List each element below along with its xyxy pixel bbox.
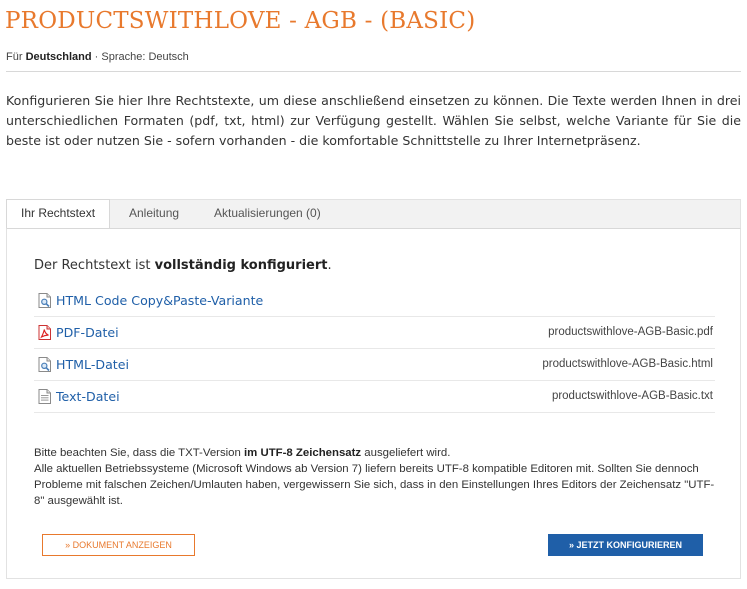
tab-aktualisierungen[interactable]: Aktualisierungen (0) [214, 206, 321, 220]
text-doc-icon [38, 389, 52, 404]
tab-anleitung[interactable]: Anleitung [129, 206, 180, 220]
html-doc-icon [38, 357, 52, 372]
html-file-label: HTML-Datei [56, 357, 129, 372]
file-row-html [34, 349, 715, 381]
status-emphasis: vollständig konfiguriert [154, 258, 328, 273]
utf8-note-line1 [34, 445, 717, 461]
pdf-file-label: PDF-Datei [56, 325, 119, 340]
country-prefix: Für [6, 51, 23, 63]
country-name: Deutschland [25, 51, 92, 63]
utf8-note-suffix: ausgeliefert wird. [364, 447, 451, 459]
pdf-filename: productswithlove-AGB-Basic.pdf [548, 326, 713, 338]
pdf-file-link[interactable] [38, 325, 119, 340]
status-prefix: Der Rechtstext ist [34, 258, 151, 273]
utf8-note [34, 445, 717, 509]
language-label: · Sprache: Deutsch [94, 51, 189, 63]
html-copy-paste-label: HTML Code Copy&Paste-Variante [56, 293, 264, 308]
header-divider [6, 71, 741, 72]
text-file-label: Text-Datei [56, 389, 120, 404]
html-doc-icon [38, 293, 52, 308]
pdf-icon [38, 325, 52, 340]
utf8-note-emphasis: im UTF-8 Zeichensatz [244, 447, 362, 459]
text-filename: productswithlove-AGB-Basic.txt [551, 390, 713, 402]
utf8-note-line2: Alle aktuellen Betriebssysteme (Microsoft Windows ab Version 7) liefern bereits UTF-8 kompatible Editoren mit. Sollten Sie dennoch Probleme mit falschen Zeichen/Umlauten haben, vergewissern Sie sich, dass in den Einstellungen Ihres Editors der Zeichensatz "UTF-8" ausgewählt ist. [34, 463, 715, 507]
tab-panel [6, 228, 741, 579]
file-row-html-copy-paste [34, 285, 715, 317]
country-language-line [6, 51, 189, 63]
html-file-link[interactable] [38, 357, 129, 372]
show-document-button[interactable]: » DOKUMENT ANZEIGEN [42, 534, 195, 556]
configure-now-button[interactable]: » JETZT KONFIGURIEREN [548, 534, 703, 556]
html-copy-paste-link[interactable] [38, 293, 263, 308]
status-suffix: . [327, 258, 332, 273]
tab-ihr-rechtstext[interactable]: Ihr Rechtstext [6, 199, 110, 230]
text-file-link[interactable] [38, 389, 120, 404]
file-row-text [34, 381, 715, 413]
file-list [34, 285, 715, 413]
html-filename: productswithlove-AGB-Basic.html [542, 358, 713, 370]
configuration-status [34, 258, 332, 273]
file-row-pdf [34, 317, 715, 349]
page-title: PRODUCTSWITHLOVE - AGB - (BASIC) [5, 8, 476, 34]
intro-text: Konfigurieren Sie hier Ihre Rechtstexte, um diese anschließend einsetzen zu können. Die Texte werden Ihnen in drei unterschiedlichen Formaten (pdf, txt, html) zur Verfügung gestellt. Wählen Sie selbst, welche Variante für Sie die beste ist oder nutzen Sie - sofern vorhanden - die komfortable Schnittstelle zu Ihrer Internetpräsenz. [6, 93, 741, 148]
utf8-note-prefix: Bitte beachten Sie, dass die TXT-Version [34, 447, 241, 459]
tab-bar [6, 199, 741, 228]
